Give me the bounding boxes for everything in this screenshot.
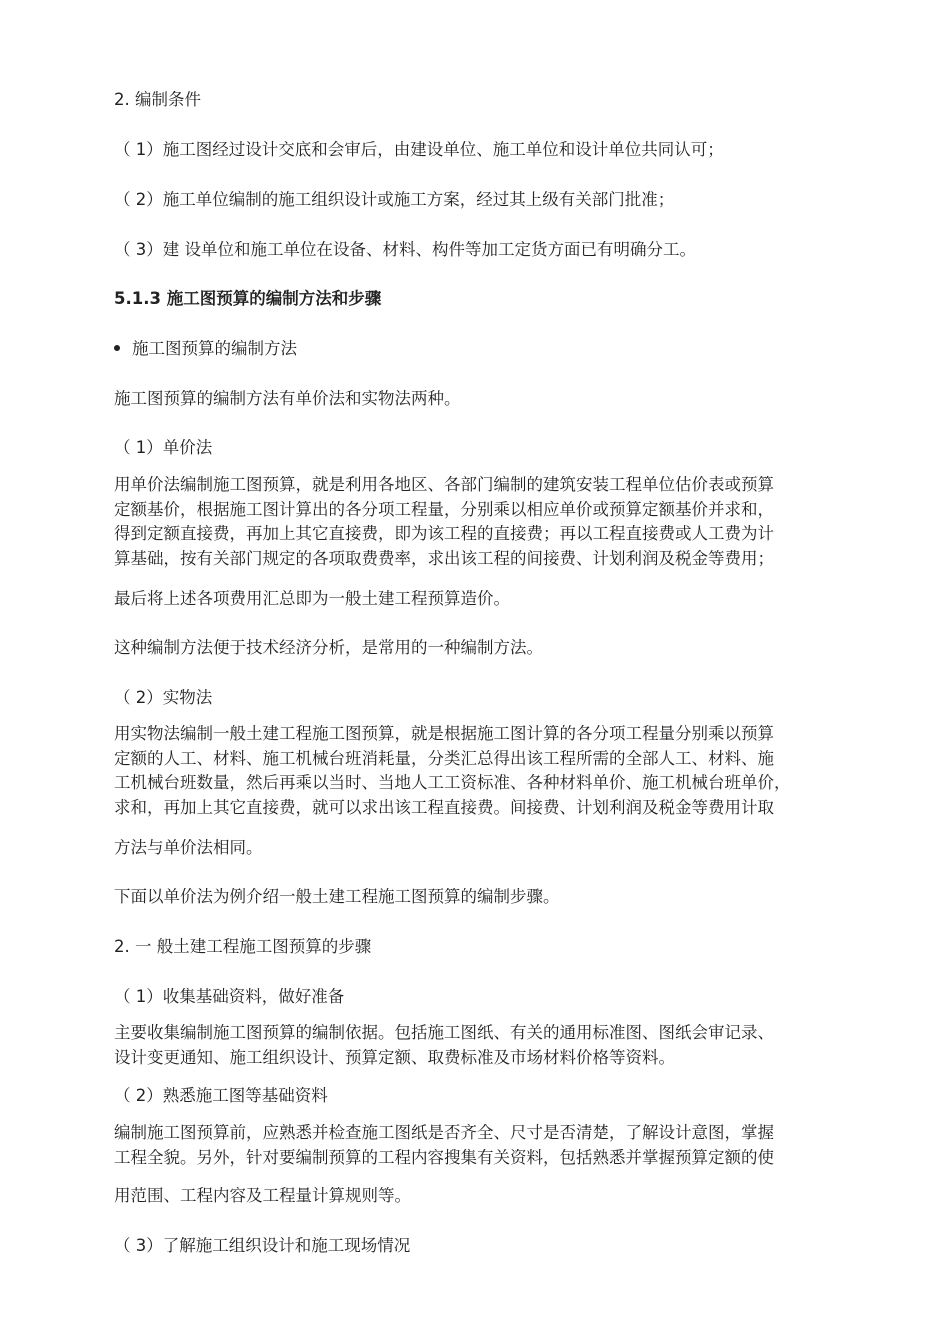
condition-item: （ 2）施工单位编制的施工组织设计或施工方案，经过其上级有关部门批准； bbox=[114, 190, 675, 209]
paragraph-step1 bbox=[114, 1021, 894, 1070]
bullet-text: 施工图预算的编制方法 bbox=[132, 339, 297, 358]
paragraph: 最后将上述各项费用汇总即为一般土建工程预算造价。 bbox=[114, 589, 510, 608]
paragraph: 施工图预算的编制方法有单价法和实物法两种。 bbox=[114, 389, 461, 408]
step-title: （ 2）熟悉施工图等基础资料 bbox=[114, 1086, 328, 1105]
paragraph-line: 工程全貌。另外，针对要编制预算的工程内容搜集有关资料，包括熟悉并掌握预算定额的使 bbox=[114, 1147, 774, 1167]
paragraph: 用范围、工程内容及工程量计算规则等。 bbox=[114, 1186, 411, 1205]
paragraph-unit-price bbox=[114, 473, 894, 571]
paragraph-line: 主要收集编制施工图预算的编制依据。包括施工图纸、有关的通用标准图、图纸会审记录、 bbox=[114, 1023, 774, 1042]
condition-item: （ 3）建 设单位和施工单位在设备、材料、构件等加工定货方面已有明确分工。 bbox=[114, 240, 696, 259]
step-title: （ 3）了解施工组织设计和施工现场情况 bbox=[114, 1236, 411, 1255]
paragraph: 这种编制方法便于技术经济分析，是常用的一种编制方法。 bbox=[114, 638, 543, 657]
step-title: （ 1）收集基础资料，做好准备 bbox=[114, 987, 345, 1006]
paragraph-line: 工机械台班数量，然后再乘以当时、当地人工工资标准、各种材料单价、施工机械台班单价， bbox=[114, 773, 791, 792]
paragraph-line: 用实物法编制一般土建工程施工图预算，就是根据施工图计算的各分项工程量分别乘以预算 bbox=[114, 724, 774, 743]
subsection-title: （ 2）实物法 bbox=[114, 688, 213, 707]
subsection-title: （ 1）单价法 bbox=[114, 438, 213, 457]
paragraph: 方法与单价法相同。 bbox=[114, 838, 263, 857]
paragraph-line: 编制施工图预算前，应熟悉并检查施工图纸是否齐全、尺寸是否清楚，了解设计意图，掌握 bbox=[114, 1123, 774, 1142]
bullet-icon bbox=[114, 345, 120, 351]
paragraph: 下面以单价法为例介绍一般土建工程施工图预算的编制步骤。 bbox=[114, 887, 560, 906]
paragraph-line: 定额基价，根据施工图计算出的各分项工程量，分别乘以相应单价或预算定额基价并求和， bbox=[114, 499, 774, 519]
bullet-item bbox=[114, 337, 297, 361]
section-heading: 5.1.3 施工图预算的编制方法和步骤 bbox=[114, 289, 382, 308]
paragraph-line: 求和，再加上其它直接费，就可以求出该工程直接费。间接费、计划利润及税金等费用计取 bbox=[114, 797, 774, 817]
paragraph-line: 用单价法编制施工图预算，就是利用各地区、各部门编制的建筑安装工程单位估价表或预算 bbox=[114, 475, 774, 494]
paragraph-line: 定额的人工、材料、施工机械台班消耗量，分类汇总得出该工程所需的全部人工、材料、施 bbox=[114, 748, 774, 768]
paragraph-step2 bbox=[114, 1121, 894, 1170]
paragraph-line: 得到定额直接费，再加上其它直接费，即为该工程的直接费；再以工程直接费或人工费为计 bbox=[114, 524, 774, 543]
section-title: 2. 一 般土建工程施工图预算的步骤 bbox=[114, 937, 372, 956]
section-title: 2. 编制条件 bbox=[114, 90, 201, 109]
paragraph-physical bbox=[114, 722, 894, 820]
paragraph-line: 算基础，按有关部门规定的各项取费费率，求出该工程的间接费、计划利润及税金等费用； bbox=[114, 548, 774, 568]
paragraph-line: 设计变更通知、施工组织设计、预算定额、取费标准及市场材料价格等资料。 bbox=[114, 1047, 675, 1067]
condition-item: （ 1）施工图经过设计交底和会审后，由建设单位、施工单位和设计单位共同认可； bbox=[114, 140, 724, 159]
